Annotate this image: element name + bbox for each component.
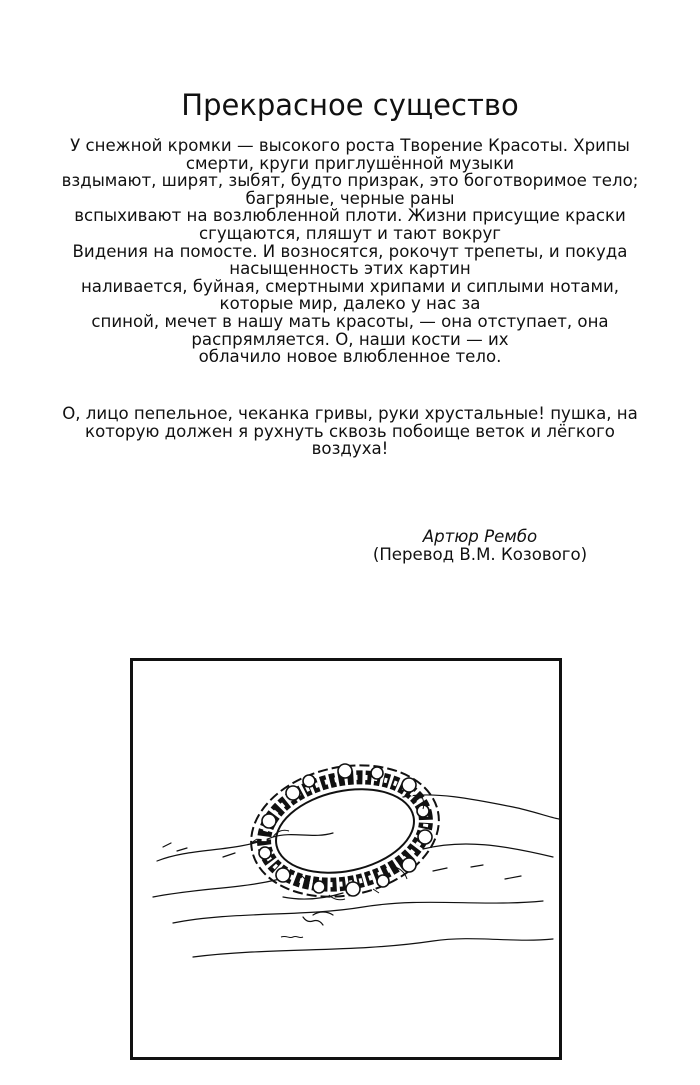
poem-title: Прекрасное существо bbox=[181, 88, 519, 123]
stanza-1 bbox=[40, 137, 660, 366]
poem-line: наливается, буйная, смертными хрипами и сиплыми нотами, bbox=[80, 276, 620, 296]
poem-line: насыщенность этих картин bbox=[229, 259, 471, 279]
wreath-illustration bbox=[130, 658, 562, 1060]
poem-line: смерти, круги приглушённой музыки bbox=[185, 153, 515, 173]
poem-line: воздуха! bbox=[311, 439, 389, 459]
poem-line: которые мир, далеко у нас за bbox=[219, 294, 481, 314]
translator-credit: (Перевод В.М. Козового) bbox=[372, 545, 588, 564]
poem-line: У снежной кромки — высокого роста Творение Красоты. Хрипы bbox=[70, 136, 630, 155]
poem-line: вспыхивают на возлюбленной плоти. Жизни присущие краски bbox=[74, 206, 626, 226]
poem-line: багряные, черные раны bbox=[245, 188, 455, 208]
author-name: Артюр Рембо bbox=[422, 527, 538, 546]
poem-line: Видения на помосте. И возносятся, рокочут трепеты, и покуда bbox=[72, 241, 628, 261]
wreath bbox=[239, 749, 451, 914]
stanza-2 bbox=[40, 405, 660, 458]
poem-line: вздымают, ширят, зыбят, будто призрак, это боготворимое тело; bbox=[61, 171, 639, 191]
poem-line: которую должен я рухнуть сквозь побоище веток и лёгкого bbox=[85, 421, 615, 441]
poem-line: спиной, мечет в нашу мать красоты, — она отступает, она bbox=[91, 311, 609, 331]
artist-signature bbox=[281, 936, 303, 937]
poem-line: распрямляется. О, наши кости — их bbox=[191, 329, 509, 349]
wreath-drawing bbox=[133, 661, 559, 1057]
poem-line: сгущаются, пляшут и тают вокруг bbox=[199, 223, 501, 243]
poem-line: О, лицо пепельное, чеканка гривы, руки хрустальные! пушка, на bbox=[62, 404, 638, 423]
poem-line: облачило новое влюбленное тело. bbox=[198, 347, 502, 367]
